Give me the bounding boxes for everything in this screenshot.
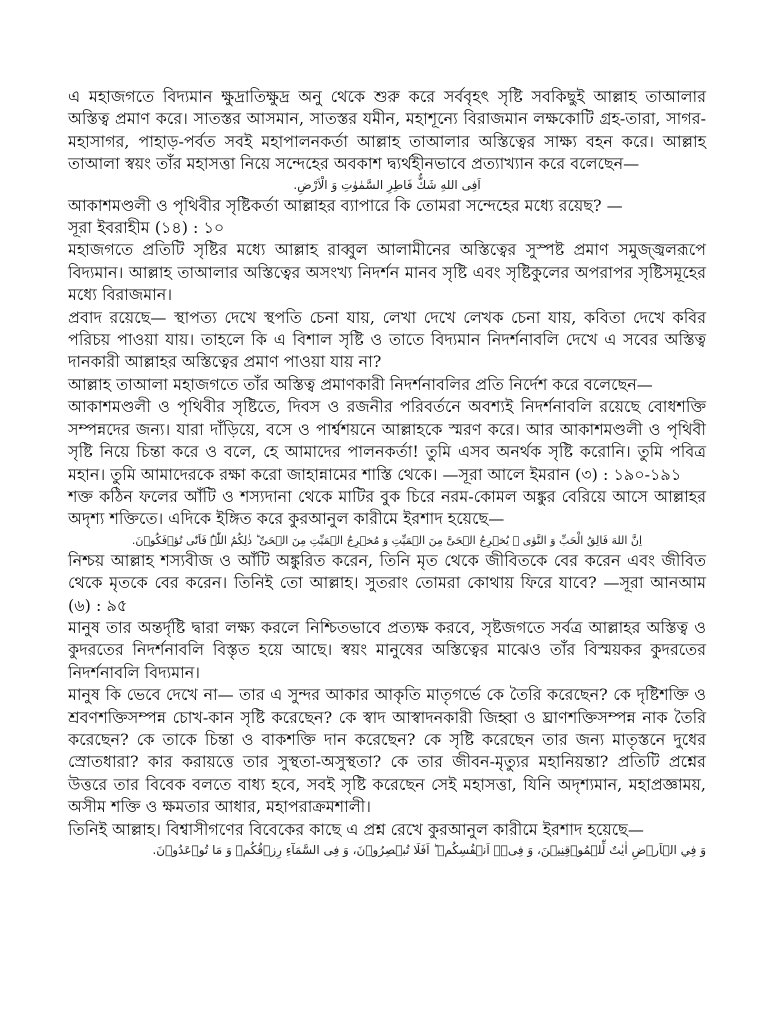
paragraph-signs-in-creation: মহাজগতে প্রতিটি সৃষ্টির মধ্যে আল্লাহ রাব্বুল আলামীনের অস্তিত্বের সুস্পষ্ট প্রমাণ সমুজ্জ্বলরূপে বিদ্যমান। আল্লাহ তাআলার অস্তিত্বের অসংখ্য নিদর্শন মানব সৃষ্টি এবং সৃষ্টিকুলের অপরাপর সৃষ্টিসমূহের মধ্যে বিরাজমান। — [68, 240, 706, 305]
reference-ibrahim: সূরা ইবরাহীম (১৪) : ১০ — [68, 218, 225, 238]
paragraph-proverb: প্রবাদ রয়েছে— স্থাপত্য দেখে স্থপতি চেনা যায়, লেখা দেখে লেখক চেনা যায়, কবিতা দেখে কবির পরিচয় পাওয়া যায়। তাহলে কি এ বিশাল সৃষ্টি ও তাতে বিদ্যমান নিদর্শনাবলি দেখে এ সবের অস্তিত্ব দানকারী আল্লাহর অস্তিত্বের প্রমাণ পাওয়া যায় না? — [68, 307, 706, 372]
paragraph-allah-points-signs: আল্লাহ তাআলা মহাজগতে তাঁর অস্তিত্ব প্রমাণকারী নিদর্শনাবলির প্রতি নির্দেশ করে বলেছেন— — [68, 374, 653, 394]
paragraph-insight: মানুষ তার অন্তর্দৃষ্টি দ্বারা লক্ষ্য করলে নিশ্চিতভাবে প্রত্যক্ষ করবে, সৃষ্টজগতে সর্বত্র আল্লাহর অস্তিত্ব ও কুদরতের নিদর্শনাবলি বিস্তৃত হয়ে আছে। স্বয়ং মানুষের অস্তিত্বের মাঝেও তাঁর বিস্ময়কর কুদরতের নিদর্শনাবলি বিদ্যমান। — [68, 617, 706, 682]
arabic-verse-ibrahim: اَفِى اللهِ شَكٌّ فَاطِرِ السَّمٰوٰتِ وَ الْاَرْضِ. — [293, 177, 481, 192]
paragraph-questions: মানুষ কি ভেবে দেখে না— তার এ সুন্দর আকার আকৃতি মাতৃগর্ভে কে তৈরি করেছেন? কে দৃষ্টিশক্তি ও শ্রবণশক্তিসম্পন্ন চোখ-কান সৃষ্টি করেছেন? কে স্বাদ আস্বাদনকারী জিহ্বা ও ঘ্রাণশক্তিসম্পন্ন নাক তৈরি করেছেন? কে তাকে চিন্তা ও বাকশক্তি দান করেছেন? কে সৃষ্টি করেছেন তার জন্য মাতৃস্তনে দুধের স্রোতধারা? কার করায়ত্তে তার সুস্থতা-অসুস্থতা? কে তার জীবন-মৃত্যুর মহানিয়ন্তা? প্রতিটি প্রশ্নের উত্তরে তার বিবেক বলতে বাধ্য হবে, সবই সৃষ্টি করেছেন সেই মহাসত্তা, যিনি অদৃশ্যমান, মহাপ্রজ্ঞাময়, অসীম শক্তি ও ক্ষমতার আধার, মহাপরাক্রমশালী। — [68, 685, 706, 817]
paragraph-translation-ibrahim: আকাশমণ্ডলী ও পৃথিবীর সৃষ্টিকর্তা আল্লাহর ব্যাপারে কি তোমরা সন্দেহের মধ্যে রয়েছ? — — [68, 195, 623, 215]
paragraph-he-is-allah: তিনিই আল্লাহ। বিশ্বাসীগণের বিবেকের কাছে এ প্রশ্ন রেখে কুরআনুল কারীমে ইরশাদ হয়েছে— — [68, 819, 644, 839]
paragraph-seeds: শক্ত কঠিন ফলের আঁটি ও শস্যদানা থেকে মাটির বুক চিরে নরম-কোমল অঙ্কুর বেরিয়ে আসে আল্লাহর অদৃশ্য শক্তিতে। এদিকে ইঙ্গিত করে কুরআনুল কারীমে ইরশাদ হয়েছে— — [68, 486, 706, 529]
arabic-verse-dhariyat: وَ فِي الۡاَرۡضِ اٰیٰتٌ لِّلۡمُوۡقِنِیۡنَ، وَ فِیۡۤ اَنۡفُسِکُمۡ ؕ اَفَلَا تُبۡصِرُوۡنَ، وَ فِی السَّمَآءِ رِزۡقُکُمۡ وَ مَا تُوۡعَدُوۡنَ. — [152, 843, 706, 857]
paragraph-translation-anam: নিশ্চয় আল্লাহ শস্যবীজ ও আঁটি অঙ্কুরিত করেন, তিনি মৃত থেকে জীবিতকে বের করেন এবং জীবিত থেকে মৃতকে বের করেন। তিনিই তো আল্লাহ। সুতরাং তোমরা কোথায় ফিরে যাবে? —সূরা আনআম (৬) : ৯৫ — [68, 550, 706, 615]
arabic-verse-anam: اِنَّ اللهَ فَالِقُ الْحَبِّ وَ النَّوٰى ۖ یُخۡرِجُ الۡحَیَّ مِنَ الۡمَیِّتِ وَ مُخۡرِجُ الۡمَیِّتِ مِنَ الۡحَیِّ ؕ ذٰلِکُمُ اللّٰہُ فَاَنّٰی تُؤۡفَکُوۡنَ. — [131, 533, 643, 547]
paragraph-intro: এ মহাজগতে বিদ্যমান ক্ষুদ্রাতিক্ষুদ্র অনু থেকে শুরু করে সর্ববৃহৎ সৃষ্টি সবকিছুই আল্লাহ তাআলার অস্তিত্ব প্রমাণ করে। সাতস্তর আসমান, সাতস্তর যমীন, মহাশূন্যে বিরাজমান লক্ষকোটি গ্রহ-তারা, সাগর-মহাসাগর, পাহাড়-পর্বত সবই মহাপালনকর্তা আল্লাহ তাআলার অস্তিত্বের সাক্ষ্য বহন করে। আল্লাহ তাআলা স্বয়ং তাঁর মহাসত্তা নিয়ে সন্দেহের অবকাশ দ্ব্যর্থহীনভাবে প্রত্যাখ্যান করে বলেছেন— — [68, 87, 706, 174]
paragraph-ale-imran: আকাশমণ্ডলী ও পৃথিবীর সৃষ্টিতে, দিবস ও রজনীর পরিবর্তনে অবশ্যই নিদর্শনাবলি রয়েছে বোধশক্তি সম্পন্নদের জন্য। যারা দাঁড়িয়ে, বসে ও পার্শ্বশয়নে আল্লাহকে স্মরণ করে। আর আকাশমণ্ডলী ও পৃথিবী সৃষ্টি নিয়ে চিন্তা করে ও বলে, হে আমাদের পালনকর্তা! তুমি এসব অনর্থক সৃষ্টি করোনি। তুমি পবিত্র মহান। তুমি আমাদেরকে রক্ষা করো জাহান্নামের শাস্তি থেকে। —সূরা আলে ইমরান (৩) : ১৯০-১৯১ — [68, 397, 706, 484]
document-body — [68, 86, 706, 860]
